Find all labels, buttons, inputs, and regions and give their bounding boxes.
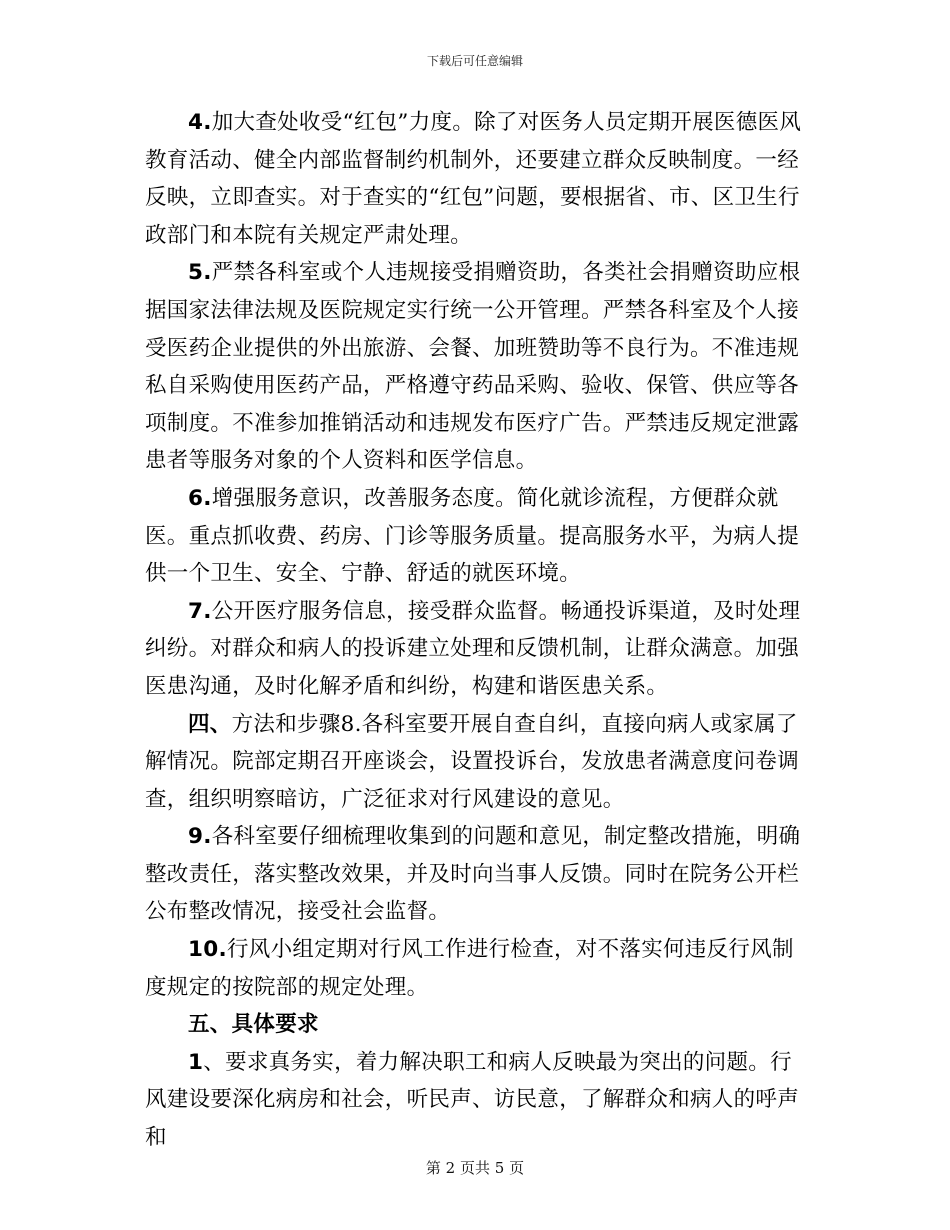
item-number: 10. bbox=[188, 937, 227, 963]
paragraph-text: 各科室要仔细梳理收集到的问题和意见，制定整改措施，明确整改责任，落实整改效果，并及时向当事人反馈。同时在院务公开栏公布整改情况，接受社会监督。 bbox=[145, 824, 801, 925]
paragraph-6 bbox=[145, 480, 805, 593]
paragraph-10 bbox=[145, 931, 805, 1006]
item-number: 6. bbox=[188, 485, 212, 511]
section-5-heading bbox=[145, 1006, 805, 1044]
item-number: 1 bbox=[188, 1049, 204, 1075]
paragraph-text: 公开医疗服务信息，接受群众监督。畅通投诉渠道，及时处理纠纷。对群众和病人的投诉建立处理和反馈机制，让群众满意。加强医患沟通，及时化解矛盾和纠纷，构建和谐医患关系。 bbox=[145, 598, 801, 699]
item-number: 7. bbox=[188, 598, 212, 624]
paragraph-text: 行风小组定期对行风工作进行检查，对不落实何违反行风制度规定的按院部的规定处理。 bbox=[145, 937, 794, 1000]
paragraph-5 bbox=[145, 254, 805, 480]
paragraph-text: 增强服务意识，改善服务态度。简化就诊流程，方便群众就医。重点抓收费、药房、门诊等服务质量。提高服务水平，为病人提供一个卫生、安全、宁静、舒适的就医环境。 bbox=[145, 485, 800, 587]
item-number: 9. bbox=[188, 824, 212, 850]
requirement-1-paragraph bbox=[145, 1044, 805, 1157]
paragraph-7 bbox=[145, 593, 805, 706]
section-number: 四、 bbox=[188, 711, 232, 737]
paragraph-text: 、要求真务实，着力解决职工和病人反映最为突出的问题。行风建设要深化病房和社会，听民声、访民意，了解群众和病人的呼声和 bbox=[145, 1049, 800, 1151]
item-number: 4. bbox=[188, 110, 212, 135]
paragraph-text: 加大查处收受“红包”力度。除了对医务人员定期开展医德医风教育活动、健全内部监督制约机制外，还要建立群众反映制度。一经反映，立即查实。对于查实的“红包”问题，要根据省、市、区卫生行政部门和本院有关规定严肃处理。 bbox=[145, 110, 802, 248]
section-4-paragraph bbox=[145, 706, 805, 819]
section-heading-text: 五、具体要求 bbox=[188, 1012, 319, 1038]
paragraph-text: 严禁各科室或个人违规接受捐赠资助，各类社会捐赠资助应根据国家法律法规及医院规定实行统一公开管理。严禁各科室及个人接受医药企业提供的外出旅游、会餐、加班赞助等不良行为。不准违规私自采购使用医药产品，严格遵守药品采购、验收、保管、供应等各项制度。不准参加推销活动和违规发布医疗广告。严禁违反规定泄露患者等服务对象的个人资料和医学信息。 bbox=[145, 260, 801, 474]
page-header: 下载后可任意编辑 bbox=[426, 54, 523, 68]
page-footer: 第 2 页共 5 页 bbox=[425, 1159, 525, 1177]
document-body bbox=[145, 104, 805, 1157]
item-number: 5. bbox=[188, 260, 212, 286]
paragraph-9 bbox=[145, 818, 805, 931]
paragraph-text: 方法和步骤8.各科室要开展自查自纠，直接向病人或家属了解情况。院部定期召开座谈会，设置投诉台，发放患者满意度问卷调查，组织明察暗访，广泛征求对行风建设的意见。 bbox=[145, 711, 800, 812]
paragraph-4 bbox=[145, 104, 805, 254]
